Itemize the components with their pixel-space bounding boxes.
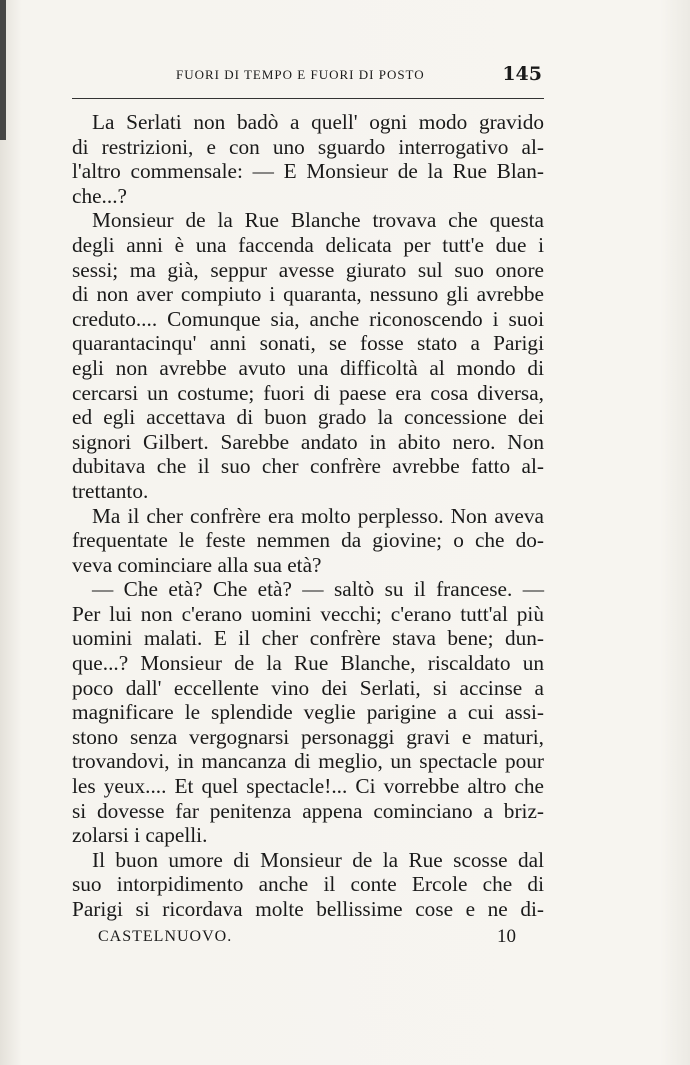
text-line: trettanto. <box>72 478 149 503</box>
header-rule <box>72 98 544 99</box>
printer-signature: CASTELNUOVO. <box>98 928 233 945</box>
text-line: frequentate le feste nemmen da giovine; o che do- <box>72 528 544 553</box>
text-line: degli anni è una faccenda delicata per tutt'e due i <box>72 232 544 257</box>
text-line: que...? Monsieur de la Rue Blanche, riscaldato un <box>72 651 544 676</box>
text-line: veva cominciare alla sua età? <box>72 552 322 577</box>
text-line: cercarsi un costume; fuori di paese era cosa diversa, <box>72 380 544 405</box>
text-line: uomini malati. E il cher confrère stava bene; dun- <box>72 626 544 651</box>
text-line: creduto.... Comunque sia, anche riconoscendo i suoi <box>72 306 544 331</box>
text-line: l'altro commensale: — E Monsieur de la Rue Blan- <box>72 159 544 184</box>
page-header <box>72 63 544 93</box>
text-line: Monsieur de la Rue Blanche trovava che questa <box>92 208 544 233</box>
text-line: di restrizioni, e con uno sguardo interrogativo al- <box>72 134 544 159</box>
text-line: dubitava che il suo cher confrère avrebbe fatto al- <box>72 454 544 479</box>
text-line: si dovesse far penitenza appena cominciano a briz- <box>72 798 544 823</box>
text-line: trovandovi, in mancanza di meglio, un spectacle pour <box>72 749 544 774</box>
text-line: Il buon umore di Monsieur de la Rue scosse dal <box>92 847 544 872</box>
text-line: ed egli accettava di buon grado la concessione dei <box>72 405 544 430</box>
body-text <box>72 110 544 922</box>
binding-edge <box>0 0 6 140</box>
text-line: che...? <box>72 183 127 208</box>
text-line: quarantacinqu' anni sonati, se fosse stato a Parigi <box>72 331 544 356</box>
signature-number: 10 <box>497 926 516 947</box>
text-line: — Che età? Che età? — saltò su il francese. — <box>92 577 544 602</box>
text-line: les yeux.... Et quel spectacle!... Ci vorrebbe altro che <box>72 774 544 799</box>
text-line: Per lui non c'erano uomini vecchi; c'erano tutt'al più <box>72 601 544 626</box>
text-line: Parigi si ricordava molte bellissime cose e ne di- <box>72 897 544 921</box>
text-line: Ma il cher confrère era molto perplesso. Non aveva <box>92 503 544 528</box>
text-line: di non aver compiuto i quaranta, nessuno gli avrebbe <box>72 282 544 307</box>
text-line: stono senza vergognarsi personaggi gravi e maturi, <box>72 724 544 749</box>
text-line: suo intorpidimento anche il conte Ercole che di <box>72 872 544 897</box>
text-line: sessi; ma già, seppur avesse giurato sul suo onore <box>72 257 544 282</box>
text-line: La Serlati non badò a quell' ogni modo gravido <box>92 110 544 134</box>
text-line: magnificare le splendide veglie parigine a cui assi- <box>72 700 544 725</box>
running-title: FUORI DI TEMPO E FUORI DI POSTO <box>176 67 425 82</box>
page-number: 145 <box>502 63 542 85</box>
text-line: signori Gilbert. Sarebbe andato in abito nero. Non <box>72 429 544 454</box>
text-line: poco dall' eccellente vino dei Serlati, si accinse a <box>72 675 544 700</box>
text-line: egli non avrebbe avuto una difficoltà al mondo di <box>72 355 544 380</box>
text-line: zolarsi i capelli. <box>72 823 208 848</box>
